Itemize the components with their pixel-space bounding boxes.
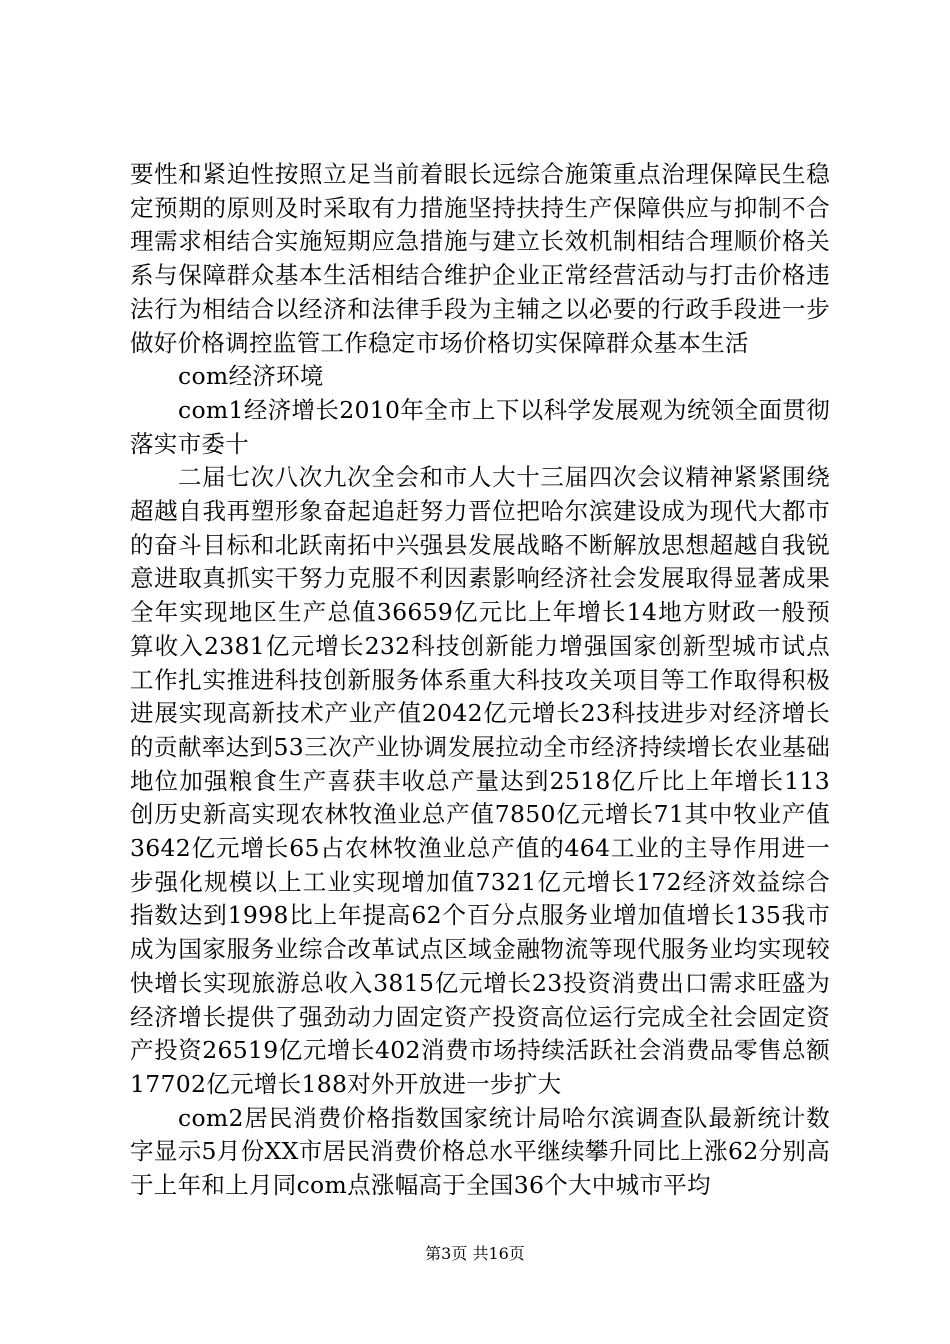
subsection-economic-growth: com1经济增长2010年全市上下以科学发展观为统领全面贯彻落实市委十 <box>130 395 830 458</box>
subsection-consumer-price-index: com2居民消费价格指数国家统计局哈尔滨调查队最新统计数字显示5月份XX市居民消费价格总水平继续攀升同比上涨62分别高于上年和上月同com点涨幅高于全国36个大中城市平均 <box>130 1103 830 1200</box>
paragraph-economic-growth-details: 二届七次八次九次全会和市人大十三届四次会议精神紧紧围绕超越自我再塑形象奋起追赶努力晋位把哈尔滨建设成为现代大都市的奋斗目标和北跃南拓中兴强县发展战略不断解放思想超越自我锐意进取真抓实干努力克服不利因素影响经济社会发展取得显著成果全年实现地区生产总值36659亿元比上年增长14地方财政一般预算收入2381亿元增长232科技创新能力增强国家创新型城市试点工作扎实推进科技创新服务体系重大科技攻关项目等工作取得积极进展实现高新技术产业产值2042亿元增长23科技进步对经济增长的贡献率达到53三次产业协调发展拉动全市经济持续增长农业基础地位加强粮食生产喜获丰收总产量达到2518亿斤比上年增长113创历史新高实现农林牧渔业总产值7850亿元增长71其中牧业产值3642亿元增长65占农林牧渔业总产值的464工业的主导作用进一步强化规模以上工业实现增加值7321亿元增长172经济效益综合指数达到1998比上年提高62个百分点服务业增加值增长135我市成为国家服务业综合改革试点区域金融物流等现代服务业均实现较快增长实现旅游总收入3815亿元增长23投资消费出口需求旺盛为经济增长提供了强劲动力固定资产投资高位运行完成全社会固定资产投资26519亿元增长402消费市场持续活跃社会消费品零售总额17702亿元增长188对外开放进一步扩大 <box>130 463 830 1098</box>
section-heading-economic-environment: com经济环境 <box>178 362 324 391</box>
document-body <box>130 158 830 1203</box>
page-number-footer: 第3页 共16页 <box>425 1244 525 1263</box>
paragraph-continuation: 要性和紧迫性按照立足当前着眼长远综合施策重点治理保障民生稳定预期的原则及时采取有力措施坚持扶持生产保障供应与抑制不合理需求相结合实施短期应急措施与建立长效机制相结合理顺价格关系与保障群众基本生活相结合维护企业正常经营活动与打击价格违法行为相结合以经济和法律手段为主辅之以必要的行政手段进一步做好价格调控监管工作稳定市场价格切实保障群众基本生活 <box>130 160 830 357</box>
